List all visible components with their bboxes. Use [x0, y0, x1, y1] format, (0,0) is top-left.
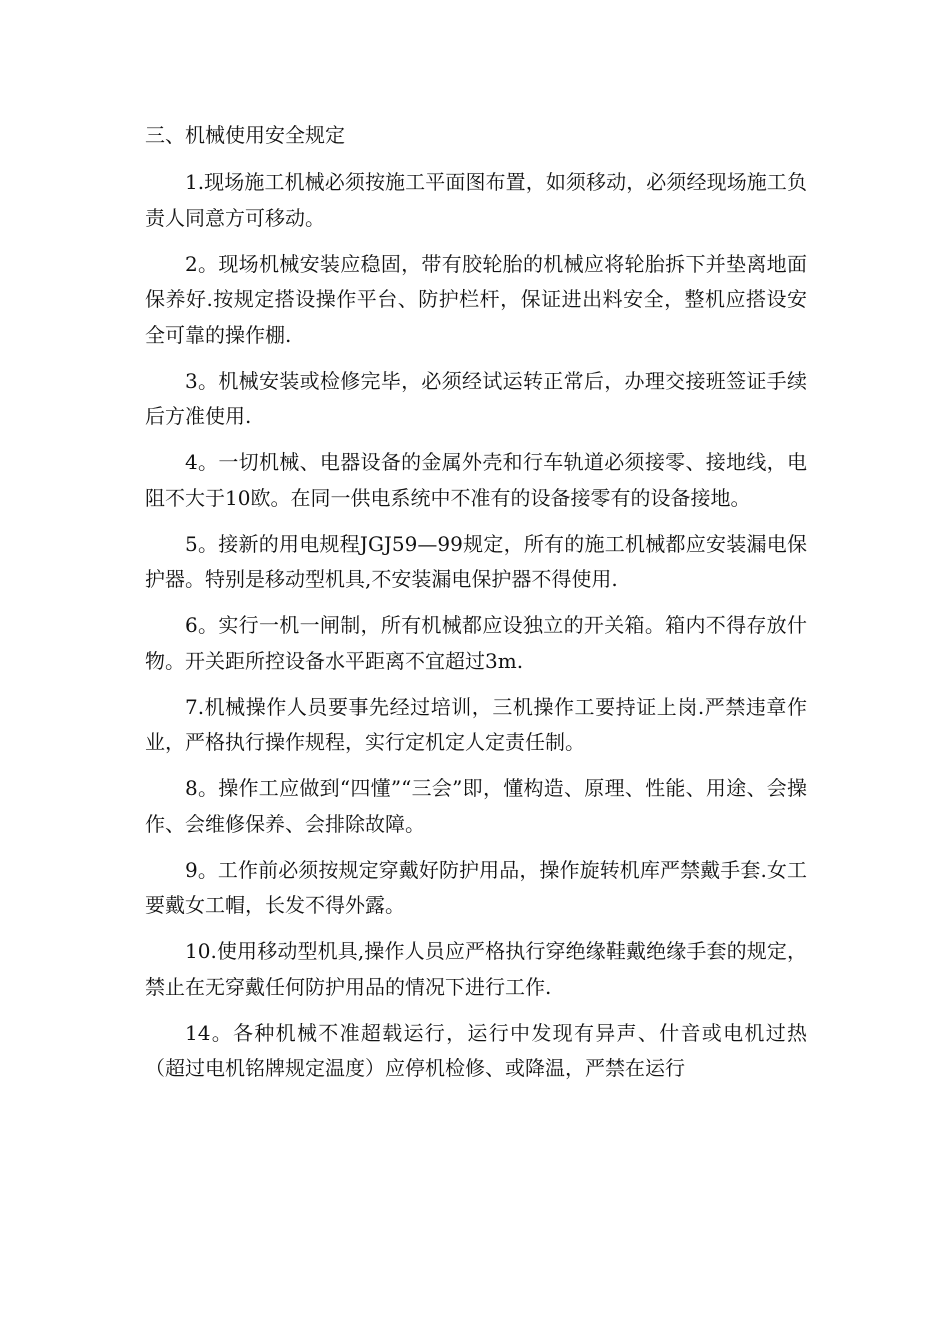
document-body — [145, 117, 807, 1097]
paragraph-4: 4。一切机械、电器设备的金属外壳和行车轨道必须接零、接地线，电阻不大于10欧。在同一供电系统中不准有的设备接零有的设备接地。 — [145, 450, 807, 510]
paragraph-8: 8。操作工应做到“四懂”“三会”即，懂构造、原理、性能、用途、会操作、会维修保养、会排除故障。 — [145, 776, 807, 836]
paragraph-9: 9。工作前必须按规定穿戴好防护用品，操作旋转机库严禁戴手套.女工要戴女工帽，长发不得外露。 — [145, 857, 807, 917]
paragraph-6: 6。实行一机一闸制，所有机械都应设独立的开关箱。箱内不得存放什物。开关距所控设备水平距离不宜超过3m. — [145, 613, 807, 673]
paragraph-2: 2。现场机械安装应稳固，带有胶轮胎的机械应将轮胎拆下并垫离地面保养好.按规定搭设操作平台、防护栏杆，保证进出料安全，整机应搭设安全可靠的操作棚. — [145, 251, 807, 347]
paragraph-5: 5。接新的用电规程JGJ59—99规定，所有的施工机械都应安装漏电保护器。特别是移动型机具,不安装漏电保护器不得使用. — [145, 531, 807, 591]
paragraph-7: 7.机械操作人员要事先经过培训，三机操作工要持证上岗.严禁违章作业，严格执行操作规程，实行定机定人定责任制。 — [145, 694, 807, 754]
paragraph-14: 14。各种机械不准超载运行，运行中发现有异声、什音或电机过热（超过电机铭牌规定温度）应停机检修、或降温，严禁在运行 — [145, 1020, 807, 1080]
paragraph-3: 3。机械安装或检修完毕，必须经试运转正常后，办理交接班签证手续后方准使用. — [145, 368, 807, 428]
section-heading: 三、机械使用安全规定 — [145, 123, 345, 147]
paragraph-10: 10.使用移动型机具,操作人员应严格执行穿绝缘鞋戴绝缘手套的规定，禁止在无穿戴任何防护用品的情况下进行工作. — [145, 939, 807, 999]
paragraph-1: 1.现场施工机械必须按施工平面图布置，如须移动，必须经现场施工负责人同意方可移动。 — [145, 170, 807, 230]
